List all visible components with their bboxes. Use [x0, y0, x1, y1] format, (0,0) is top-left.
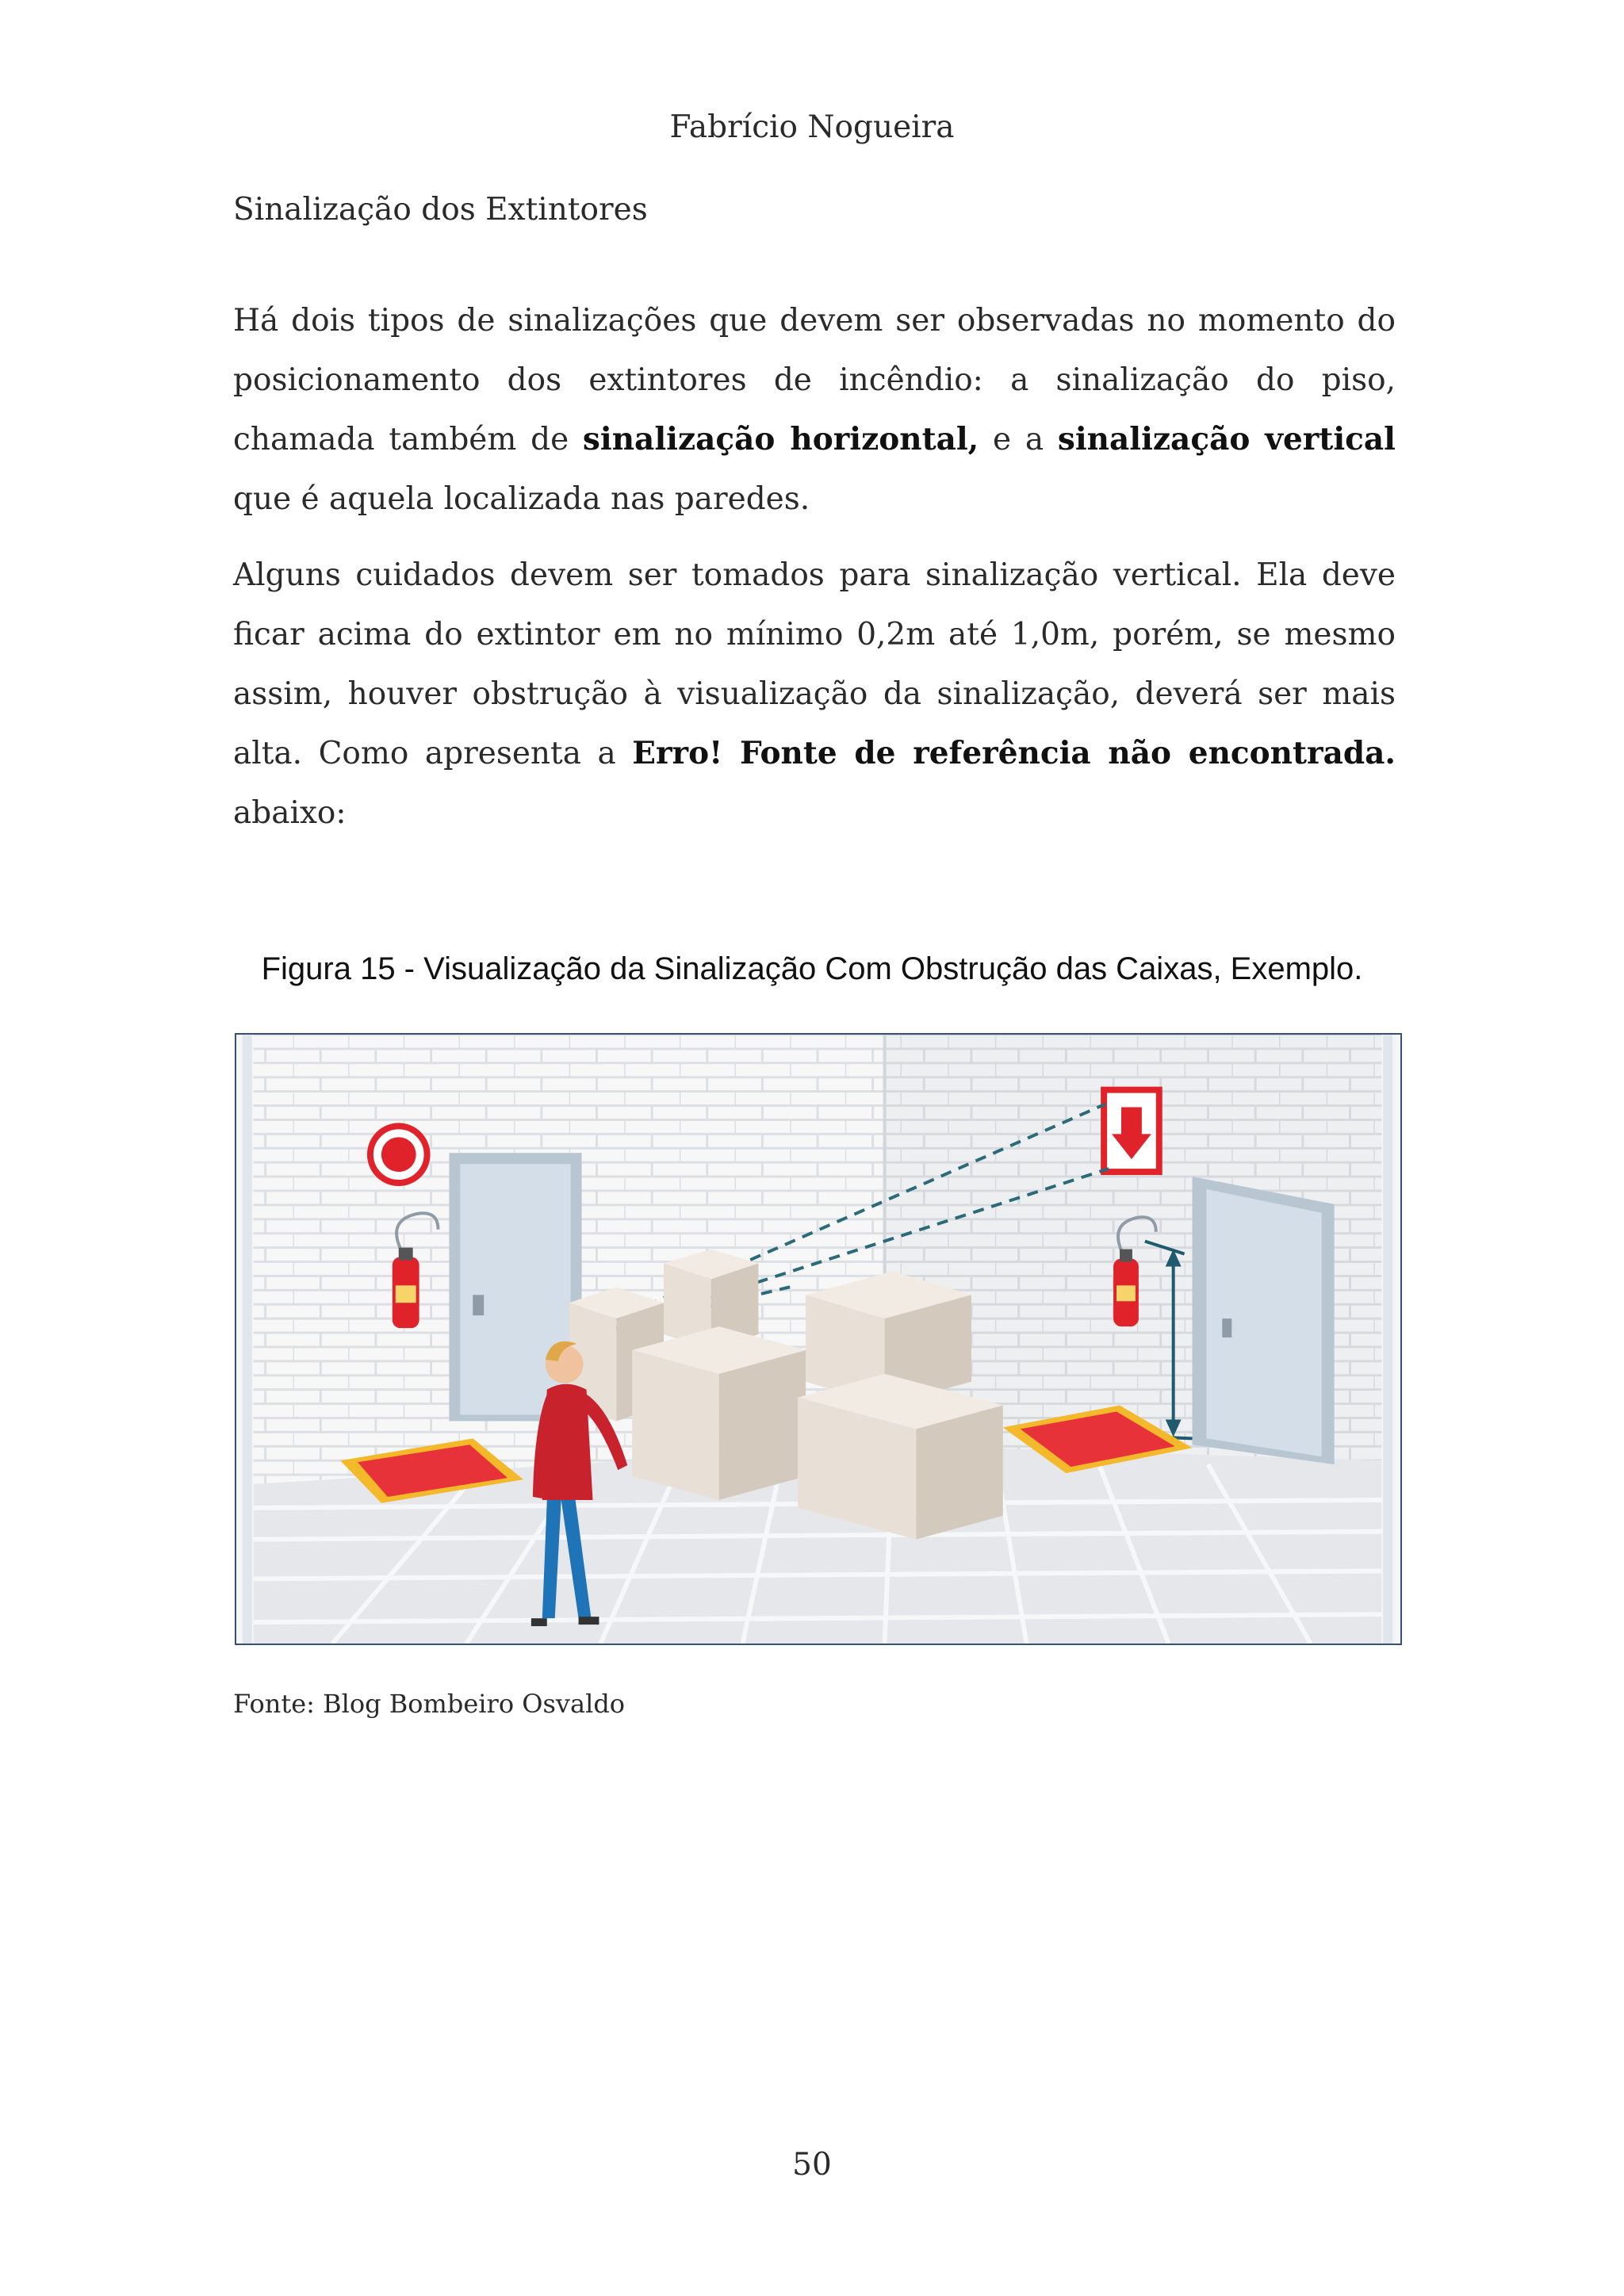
- figure-caption: Figura 15 - Visualização da Sinalização Com Obstrução das Caixas, Exemplo.: [261, 951, 1363, 986]
- paragraph-text: que é aquela localizada nas paredes.: [233, 481, 810, 517]
- paragraph-text: Alguns cuidados devem ser tomados para sinalização vertical. Ela deve ficar acima do extintor em no mínimo 0,2m até 1,0m, porém, se mesmo assim, houver obstrução à visualização da sinalização, deverá ser mais alta. Como apresenta a: [233, 557, 1396, 771]
- warehouse-illustration: [236, 1035, 1400, 1644]
- figure-source: Fonte: Blog Bombeiro Osvaldo: [233, 1689, 626, 1719]
- broken-reference-error: Erro! Fonte de referência não encontrada.: [632, 735, 1396, 771]
- figure-illustration: [235, 1033, 1402, 1645]
- running-header: Fabrício Nogueira: [669, 109, 955, 145]
- paragraph-text: e a: [979, 422, 1058, 457]
- paragraph-vertical-care: [233, 545, 1396, 843]
- bold-term-vertical: sinalização vertical: [1057, 421, 1396, 457]
- paragraph-text: Há dois tipos de sinalizações que devem ser observadas no momento do posicionamento dos extintores de incêndio: a sinalização do piso, chamada também de: [233, 303, 1396, 457]
- section-title: Sinalização dos Extintores: [233, 192, 648, 228]
- right-door: [1193, 1177, 1335, 1464]
- paragraph-signage-types: [233, 291, 1396, 529]
- bold-term-horizontal: sinalização horizontal,: [582, 421, 979, 457]
- circular-fire-sign-icon: [370, 1126, 427, 1183]
- page-number: 50: [792, 2147, 832, 2183]
- vertical-signage-arrow-icon: [1104, 1090, 1159, 1172]
- paragraph-text: abaixo:: [233, 795, 347, 831]
